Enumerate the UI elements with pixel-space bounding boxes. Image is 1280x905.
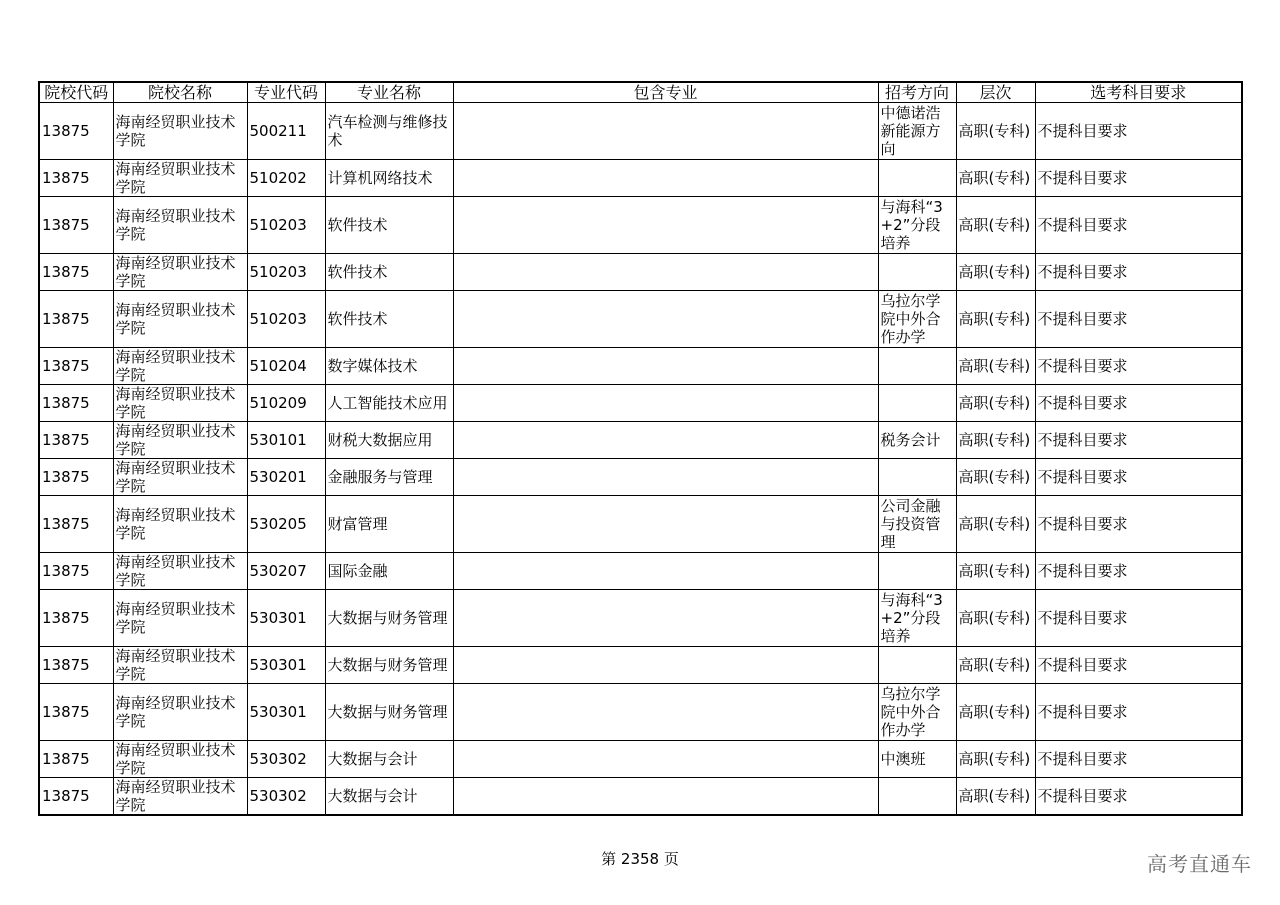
- cell-included-majors: [453, 590, 878, 647]
- cell-level: 高职(专科): [956, 778, 1035, 816]
- cell-major-code: 530302: [247, 741, 325, 778]
- cell-included-majors: [453, 496, 878, 553]
- cell-school-name: 海南经贸职业技术学院: [113, 741, 247, 778]
- cell-subject-requirement: 不提科目要求: [1035, 254, 1242, 291]
- cell-included-majors: [453, 778, 878, 816]
- table-row: [39, 254, 1242, 291]
- cell-school-name: 海南经贸职业技术学院: [113, 459, 247, 496]
- cell-major-name: 软件技术: [325, 254, 453, 291]
- cell-direction: [878, 160, 956, 197]
- cell-subject-requirement: 不提科目要求: [1035, 103, 1242, 160]
- table-row: [39, 348, 1242, 385]
- cell-major-code: 500211: [247, 103, 325, 160]
- cell-school-name: 海南经贸职业技术学院: [113, 103, 247, 160]
- cell-direction: [878, 553, 956, 590]
- cell-subject-requirement: 不提科目要求: [1035, 647, 1242, 684]
- cell-major-code: 530101: [247, 422, 325, 459]
- cell-subject-requirement: 不提科目要求: [1035, 590, 1242, 647]
- cell-subject-requirement: 不提科目要求: [1035, 684, 1242, 741]
- cell-school-code: 13875: [39, 496, 113, 553]
- header-included-majors: 包含专业: [453, 82, 878, 103]
- cell-direction: 与海科“3+2”分段培养: [878, 197, 956, 254]
- table-row: [39, 459, 1242, 496]
- cell-level: 高职(专科): [956, 590, 1035, 647]
- cell-direction: [878, 459, 956, 496]
- cell-included-majors: [453, 197, 878, 254]
- cell-school-code: 13875: [39, 553, 113, 590]
- cell-major-code: 530301: [247, 590, 325, 647]
- cell-major-name: 人工智能技术应用: [325, 385, 453, 422]
- cell-level: 高职(专科): [956, 422, 1035, 459]
- cell-level: 高职(专科): [956, 348, 1035, 385]
- cell-subject-requirement: 不提科目要求: [1035, 385, 1242, 422]
- header-subject-requirement: 选考科目要求: [1035, 82, 1242, 103]
- cell-subject-requirement: 不提科目要求: [1035, 778, 1242, 816]
- cell-major-code: 530205: [247, 496, 325, 553]
- cell-major-code: 510203: [247, 197, 325, 254]
- cell-school-name: 海南经贸职业技术学院: [113, 348, 247, 385]
- table-row: [39, 197, 1242, 254]
- cell-major-code: 530302: [247, 778, 325, 816]
- cell-school-name: 海南经贸职业技术学院: [113, 590, 247, 647]
- cell-included-majors: [453, 684, 878, 741]
- cell-subject-requirement: 不提科目要求: [1035, 496, 1242, 553]
- table-row: [39, 590, 1242, 647]
- cell-school-name: 海南经贸职业技术学院: [113, 160, 247, 197]
- header-direction: 招考方向: [878, 82, 956, 103]
- cell-major-name: 金融服务与管理: [325, 459, 453, 496]
- cell-included-majors: [453, 459, 878, 496]
- header-school-name: 院校名称: [113, 82, 247, 103]
- cell-included-majors: [453, 647, 878, 684]
- cell-level: 高职(专科): [956, 160, 1035, 197]
- cell-level: 高职(专科): [956, 459, 1035, 496]
- cell-major-name: 计算机网络技术: [325, 160, 453, 197]
- watermark-text: 高考直通车: [1147, 852, 1252, 876]
- cell-direction: 与海科“3+2”分段培养: [878, 590, 956, 647]
- cell-major-name: 财富管理: [325, 496, 453, 553]
- cell-major-code: 510202: [247, 160, 325, 197]
- cell-major-code: 510204: [247, 348, 325, 385]
- cell-major-name: 软件技术: [325, 197, 453, 254]
- cell-major-code: 530201: [247, 459, 325, 496]
- cell-school-code: 13875: [39, 422, 113, 459]
- header-level: 层次: [956, 82, 1035, 103]
- cell-direction: 中澳班: [878, 741, 956, 778]
- table-body: [39, 103, 1242, 816]
- cell-major-name: 大数据与会计: [325, 741, 453, 778]
- cell-included-majors: [453, 160, 878, 197]
- cell-major-name: 大数据与财务管理: [325, 590, 453, 647]
- cell-subject-requirement: 不提科目要求: [1035, 459, 1242, 496]
- cell-major-code: 510203: [247, 254, 325, 291]
- cell-major-code: 530301: [247, 647, 325, 684]
- cell-school-name: 海南经贸职业技术学院: [113, 291, 247, 348]
- cell-school-code: 13875: [39, 385, 113, 422]
- table-row: [39, 684, 1242, 741]
- cell-school-code: 13875: [39, 254, 113, 291]
- cell-level: 高职(专科): [956, 684, 1035, 741]
- cell-major-name: 大数据与财务管理: [325, 647, 453, 684]
- cell-direction: [878, 254, 956, 291]
- cell-level: 高职(专科): [956, 553, 1035, 590]
- cell-school-code: 13875: [39, 684, 113, 741]
- cell-school-name: 海南经贸职业技术学院: [113, 422, 247, 459]
- cell-major-name: 数字媒体技术: [325, 348, 453, 385]
- cell-subject-requirement: 不提科目要求: [1035, 553, 1242, 590]
- table-row: [39, 160, 1242, 197]
- cell-major-name: 大数据与财务管理: [325, 684, 453, 741]
- cell-major-name: 财税大数据应用: [325, 422, 453, 459]
- cell-major-code: 510203: [247, 291, 325, 348]
- cell-included-majors: [453, 291, 878, 348]
- cell-school-name: 海南经贸职业技术学院: [113, 647, 247, 684]
- cell-major-name: 国际金融: [325, 553, 453, 590]
- table-row: [39, 385, 1242, 422]
- table-row: [39, 291, 1242, 348]
- cell-school-code: 13875: [39, 590, 113, 647]
- cell-direction: [878, 348, 956, 385]
- table-row: [39, 778, 1242, 816]
- cell-subject-requirement: 不提科目要求: [1035, 291, 1242, 348]
- header-major-name: 专业名称: [325, 82, 453, 103]
- cell-school-code: 13875: [39, 778, 113, 816]
- table-row: [39, 422, 1242, 459]
- cell-direction: [878, 385, 956, 422]
- cell-subject-requirement: 不提科目要求: [1035, 160, 1242, 197]
- cell-major-code: 530301: [247, 684, 325, 741]
- cell-school-name: 海南经贸职业技术学院: [113, 684, 247, 741]
- table-row: [39, 496, 1242, 553]
- cell-included-majors: [453, 553, 878, 590]
- table-row: [39, 103, 1242, 160]
- table-row: [39, 647, 1242, 684]
- cell-included-majors: [453, 348, 878, 385]
- cell-subject-requirement: 不提科目要求: [1035, 348, 1242, 385]
- page-number: 第 2358 页: [601, 850, 679, 868]
- cell-included-majors: [453, 422, 878, 459]
- cell-school-code: 13875: [39, 160, 113, 197]
- cell-school-code: 13875: [39, 459, 113, 496]
- cell-direction: 税务会计: [878, 422, 956, 459]
- cell-subject-requirement: 不提科目要求: [1035, 197, 1242, 254]
- cell-level: 高职(专科): [956, 197, 1035, 254]
- cell-school-code: 13875: [39, 197, 113, 254]
- cell-level: 高职(专科): [956, 385, 1035, 422]
- cell-school-name: 海南经贸职业技术学院: [113, 385, 247, 422]
- admissions-table: [38, 81, 1243, 816]
- cell-direction: 公司金融与投资管理: [878, 496, 956, 553]
- cell-school-code: 13875: [39, 647, 113, 684]
- cell-included-majors: [453, 254, 878, 291]
- cell-school-name: 海南经贸职业技术学院: [113, 254, 247, 291]
- cell-major-name: 汽车检测与维修技术: [325, 103, 453, 160]
- cell-direction: [878, 778, 956, 816]
- cell-direction: 乌拉尔学院中外合作办学: [878, 684, 956, 741]
- table-row: [39, 741, 1242, 778]
- cell-direction: 乌拉尔学院中外合作办学: [878, 291, 956, 348]
- cell-major-name: 大数据与会计: [325, 778, 453, 816]
- cell-level: 高职(专科): [956, 647, 1035, 684]
- cell-included-majors: [453, 741, 878, 778]
- cell-direction: 中德诺浩新能源方向: [878, 103, 956, 160]
- cell-direction: [878, 647, 956, 684]
- cell-school-name: 海南经贸职业技术学院: [113, 553, 247, 590]
- cell-subject-requirement: 不提科目要求: [1035, 741, 1242, 778]
- cell-school-name: 海南经贸职业技术学院: [113, 778, 247, 816]
- cell-level: 高职(专科): [956, 254, 1035, 291]
- cell-major-code: 510209: [247, 385, 325, 422]
- table-header-row: [39, 82, 1242, 103]
- header-school-code: 院校代码: [39, 82, 113, 103]
- cell-school-code: 13875: [39, 291, 113, 348]
- cell-level: 高职(专科): [956, 496, 1035, 553]
- cell-school-name: 海南经贸职业技术学院: [113, 197, 247, 254]
- cell-major-code: 530207: [247, 553, 325, 590]
- cell-level: 高职(专科): [956, 741, 1035, 778]
- cell-major-name: 软件技术: [325, 291, 453, 348]
- table-row: [39, 553, 1242, 590]
- cell-level: 高职(专科): [956, 103, 1035, 160]
- cell-included-majors: [453, 103, 878, 160]
- cell-included-majors: [453, 385, 878, 422]
- header-major-code: 专业代码: [247, 82, 325, 103]
- cell-school-code: 13875: [39, 348, 113, 385]
- cell-level: 高职(专科): [956, 291, 1035, 348]
- cell-school-code: 13875: [39, 741, 113, 778]
- cell-school-name: 海南经贸职业技术学院: [113, 496, 247, 553]
- cell-school-code: 13875: [39, 103, 113, 160]
- cell-subject-requirement: 不提科目要求: [1035, 422, 1242, 459]
